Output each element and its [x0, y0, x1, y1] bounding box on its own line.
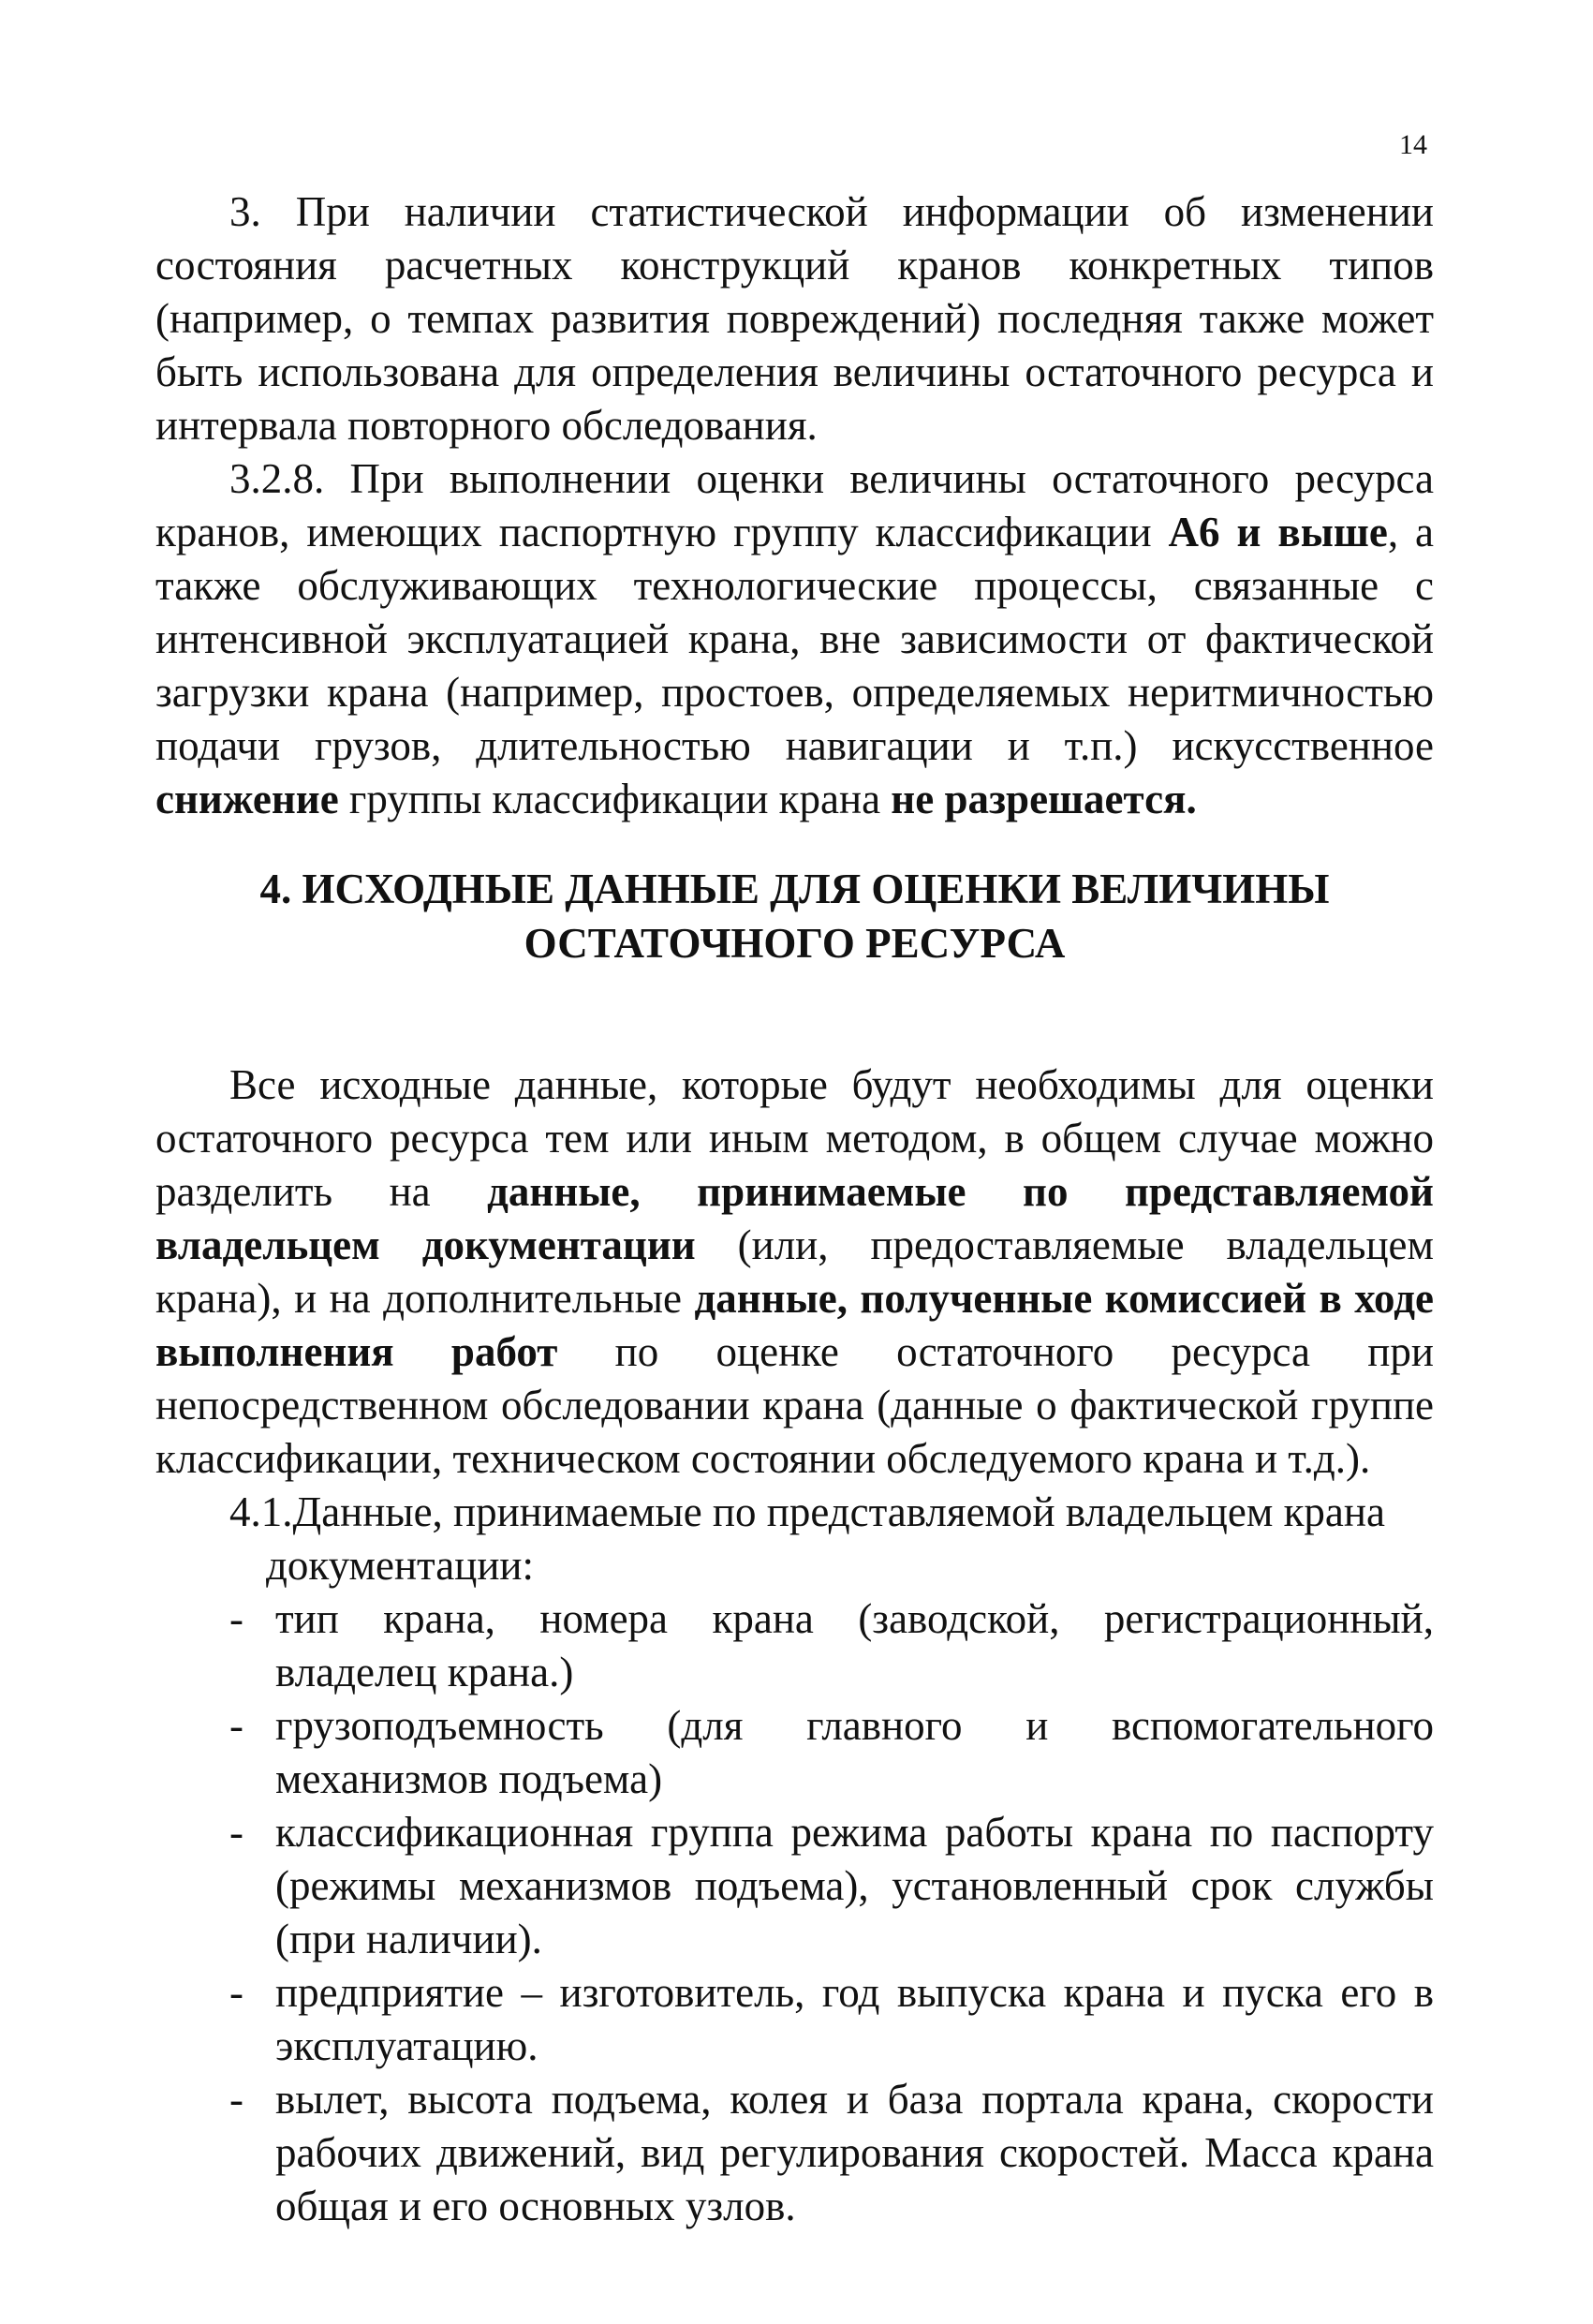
- p2-text-a: 3.2.8. При выполнении оценки величины остаточного ресурса кранов, имеющих паспортную группу классификации: [155, 455, 1434, 555]
- section-title: [155, 862, 1434, 970]
- list-item: [155, 1806, 1434, 1966]
- list-item: [155, 2073, 1434, 2233]
- page-content: [155, 185, 1434, 2233]
- bullet-dash: -: [229, 1969, 243, 2016]
- list-item-text: вылет, высота подъема, колея и база портала крана, скорости рабочих движений, вид регулирования скоростей. Масса крана общая и его основных узлов.: [275, 2076, 1434, 2229]
- bullet-dash: -: [229, 1595, 243, 1642]
- p2-bold-reduction: снижение: [155, 776, 339, 822]
- bullet-dash: -: [229, 1809, 243, 1856]
- intro-bold-commission-data: данные, полученные комиссией в ходе выполнения работ: [155, 1275, 1434, 1375]
- subsection-4-1: [155, 1486, 1434, 1592]
- intro-text-a: Все исходные данные, которые будут необходимы для оценки остаточного ресурса тем или иным методом, в общем случае можно разделить на: [155, 1061, 1434, 1215]
- intro-bold-owner-data: данные, принимаемые по представляемой владельцем документации: [155, 1168, 1434, 1268]
- list-item-text: грузоподъемность (для главного и вспомогательного механизмов подъема): [275, 1702, 1434, 1802]
- section-title-line1: 4. ИСХОДНЫЕ ДАННЫЕ ДЛЯ ОЦЕНКИ ВЕЛИЧИНЫ: [259, 866, 1330, 912]
- intro-text-e: по оценке остаточного ресурса при непосредственном обследовании крана (данные о фактической группе классификации, техническом состоянии обследуемого крана и т.д.).: [155, 1328, 1434, 1482]
- bullet-dash: -: [229, 1702, 243, 1749]
- subsection-line1: 4.1.Данные, принимаемые по представляемой владельцем крана: [229, 1488, 1385, 1535]
- p2-text-c: , а также обслуживающих технологические процессы, связанные с интенсивной эксплуатацией крана, вне зависимости от фактической загрузки крана (например, простоев, определяемых неритмичностью подачи грузов, длительностью навигации и т.п.) искусственное: [155, 509, 1435, 769]
- paragraph-statistics: 3. При наличии статистической информации об изменении состояния расчетных конструкций кранов конкретных типов (например, о темпах развития повреждений) последняя также может быть использована для определения величины остаточного ресурса и интервала повторного обследования.: [155, 188, 1434, 449]
- paragraph-intro: [155, 1058, 1434, 1486]
- paragraph-3-2-8: [155, 452, 1434, 826]
- list-item-text: классификационная группа режима работы крана по паспорту (режимы механизмов подъема), установленный срок службы (при наличии).: [275, 1809, 1434, 1962]
- list-item-text: предприятие – изготовитель, год выпуска крана и пуска его в эксплуатацию.: [275, 1969, 1434, 2069]
- input-data-list: [155, 1592, 1434, 2233]
- page-number: 14: [1399, 129, 1427, 160]
- section-title-line2: ОСТАТОЧНОГО РЕСУРСА: [524, 920, 1066, 967]
- p2-bold-group: А6 и выше: [1168, 509, 1388, 555]
- subsection-line2: документации:: [266, 1542, 534, 1589]
- list-item-text: тип крана, номера крана (заводской, регистрационный, владелец крана.): [275, 1595, 1434, 1695]
- p2-bold-not-allowed: не разрешается.: [891, 776, 1197, 822]
- intro-text-c: (или, предоставляемые владельцем крана), и на дополнительные: [155, 1221, 1434, 1322]
- list-item: [155, 1592, 1434, 1699]
- list-item: [155, 1966, 1434, 2073]
- bullet-dash: -: [229, 2076, 243, 2123]
- p2-text-e: группы классификации крана: [338, 776, 892, 822]
- list-item: [155, 1699, 1434, 1806]
